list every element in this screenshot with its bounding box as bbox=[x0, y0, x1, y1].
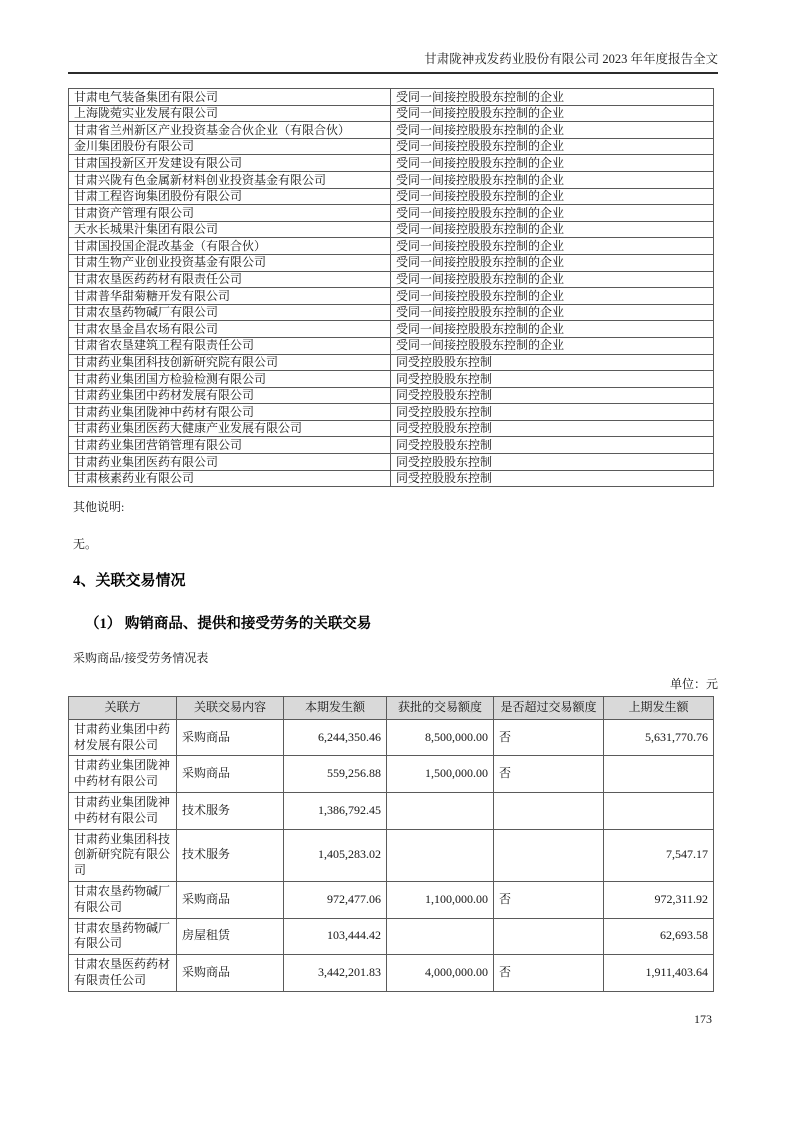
subsection-1-title: （1） 购销商品、提供和接受劳务的关联交易 bbox=[85, 616, 372, 633]
table-row bbox=[69, 387, 714, 404]
table-cell: 受同一间接控股股东控制的企业 bbox=[391, 221, 714, 238]
table-cell: 甘肃药业集团医药大健康产业发展有限公司 bbox=[69, 420, 391, 437]
table-cell: 否 bbox=[494, 955, 604, 992]
related-parties-table bbox=[68, 88, 714, 487]
table-row bbox=[69, 238, 714, 255]
table-cell: 1,100,000.00 bbox=[387, 881, 494, 918]
table-cell bbox=[387, 829, 494, 881]
column-header-cell: 本期发生额 bbox=[284, 697, 387, 720]
table-cell: 受同一间接控股股东控制的企业 bbox=[391, 122, 714, 139]
table-cell: 甘肃省农垦建筑工程有限责任公司 bbox=[69, 337, 391, 354]
purchase-table-caption: 采购商品/接受劳务情况表 bbox=[73, 651, 209, 666]
table-row bbox=[69, 337, 714, 354]
table-cell: 3,442,201.83 bbox=[284, 955, 387, 992]
table-cell: 甘肃药业集团科技创新研究院有限公司 bbox=[69, 354, 391, 371]
table-cell: 金川集团股份有限公司 bbox=[69, 138, 391, 155]
table-cell: 甘肃国投新区开发建设有限公司 bbox=[69, 155, 391, 172]
table-cell: 受同一间接控股股东控制的企业 bbox=[391, 138, 714, 155]
table-row bbox=[69, 205, 714, 222]
table-cell: 受同一间接控股股东控制的企业 bbox=[391, 89, 714, 106]
table-cell: 甘肃农垦医药药材有限责任公司 bbox=[69, 955, 177, 992]
table-cell: 甘肃药业集团科技创新研究院有限公司 bbox=[69, 829, 177, 881]
page-content bbox=[68, 0, 718, 1027]
unit-label: 单位：元 bbox=[669, 677, 718, 692]
table-row bbox=[69, 420, 714, 437]
table-cell: 62,693.58 bbox=[604, 918, 714, 955]
purchase-table-head bbox=[69, 697, 714, 720]
table-cell bbox=[387, 792, 494, 829]
table-cell: 1,911,403.64 bbox=[604, 955, 714, 992]
table-cell: 受同一间接控股股东控制的企业 bbox=[391, 271, 714, 288]
table-cell: 甘肃农垦医药药材有限责任公司 bbox=[69, 271, 391, 288]
table-cell: 甘肃省兰州新区产业投资基金合伙企业（有限合伙） bbox=[69, 122, 391, 139]
table-row bbox=[69, 918, 714, 955]
table-row bbox=[69, 437, 714, 454]
table-row bbox=[69, 955, 714, 992]
table-cell: 甘肃电气装备集团有限公司 bbox=[69, 89, 391, 106]
related-parties-table-body bbox=[69, 89, 714, 487]
other-notes-value: 无。 bbox=[73, 537, 98, 552]
table-cell: 1,405,283.02 bbox=[284, 829, 387, 881]
table-cell: 103,444.42 bbox=[284, 918, 387, 955]
table-cell: 972,477.06 bbox=[284, 881, 387, 918]
table-cell bbox=[494, 829, 604, 881]
purchase-table-header-row bbox=[69, 697, 714, 720]
table-row bbox=[69, 354, 714, 371]
table-cell: 甘肃药业集团国方检验检测有限公司 bbox=[69, 371, 391, 388]
document-header bbox=[68, 0, 718, 67]
table-cell: 受同一间接控股股东控制的企业 bbox=[391, 288, 714, 305]
document-title: 甘肃陇神戎发药业股份有限公司 2023 年年度报告全文 bbox=[424, 52, 718, 66]
table-cell: 甘肃国投国企混改基金（有限合伙） bbox=[69, 238, 391, 255]
table-cell: 1,386,792.45 bbox=[284, 792, 387, 829]
table-cell: 甘肃农垦金昌农场有限公司 bbox=[69, 321, 391, 338]
table-row bbox=[69, 221, 714, 238]
table-cell: 甘肃生物产业创业投资基金有限公司 bbox=[69, 254, 391, 271]
table-cell: 受同一间接控股股东控制的企业 bbox=[391, 171, 714, 188]
table-cell: 甘肃药业集团陇神中药材有限公司 bbox=[69, 792, 177, 829]
table-row bbox=[69, 171, 714, 188]
table-cell: 同受控股股东控制 bbox=[391, 354, 714, 371]
table-cell: 甘肃农垦药物碱厂有限公司 bbox=[69, 918, 177, 955]
column-header-cell: 是否超过交易额度 bbox=[494, 697, 604, 720]
table-row bbox=[69, 881, 714, 918]
table-cell: 甘肃普华甜菊糖开发有限公司 bbox=[69, 288, 391, 305]
table-cell: 6,244,350.46 bbox=[284, 719, 387, 756]
table-cell: 甘肃药业集团医药有限公司 bbox=[69, 454, 391, 471]
table-cell: 否 bbox=[494, 756, 604, 793]
column-header-cell: 上期发生额 bbox=[604, 697, 714, 720]
table-cell: 5,631,770.76 bbox=[604, 719, 714, 756]
table-cell: 受同一间接控股股东控制的企业 bbox=[391, 254, 714, 271]
table-cell: 同受控股股东控制 bbox=[391, 437, 714, 454]
table-cell: 同受控股股东控制 bbox=[391, 470, 714, 487]
table-cell: 受同一间接控股股东控制的企业 bbox=[391, 105, 714, 122]
table-row bbox=[69, 288, 714, 305]
table-cell: 技术服务 bbox=[177, 829, 284, 881]
table-cell: 559,256.88 bbox=[284, 756, 387, 793]
column-header-cell: 获批的交易额度 bbox=[387, 697, 494, 720]
table-cell: 受同一间接控股股东控制的企业 bbox=[391, 238, 714, 255]
table-cell: 否 bbox=[494, 881, 604, 918]
column-header-cell: 关联方 bbox=[69, 697, 177, 720]
table-cell: 甘肃工程咨询集团股份有限公司 bbox=[69, 188, 391, 205]
table-cell: 受同一间接控股股东控制的企业 bbox=[391, 155, 714, 172]
table-row bbox=[69, 321, 714, 338]
table-cell bbox=[494, 792, 604, 829]
table-cell bbox=[494, 918, 604, 955]
table-row bbox=[69, 404, 714, 421]
table-cell: 天水长城果汁集团有限公司 bbox=[69, 221, 391, 238]
purchase-transactions-table bbox=[68, 696, 714, 991]
table-row bbox=[69, 105, 714, 122]
table-cell: 受同一间接控股股东控制的企业 bbox=[391, 304, 714, 321]
table-row bbox=[69, 719, 714, 756]
purchase-table-body bbox=[69, 719, 714, 991]
table-cell bbox=[604, 756, 714, 793]
table-cell: 972,311.92 bbox=[604, 881, 714, 918]
table-row bbox=[69, 829, 714, 881]
table-row bbox=[69, 138, 714, 155]
table-cell: 甘肃兴陇有色金属新材料创业投资基金有限公司 bbox=[69, 171, 391, 188]
table-cell: 7,547.17 bbox=[604, 829, 714, 881]
table-cell: 采购商品 bbox=[177, 881, 284, 918]
table-cell bbox=[604, 792, 714, 829]
table-cell: 甘肃农垦药物碱厂有限公司 bbox=[69, 881, 177, 918]
table-cell: 技术服务 bbox=[177, 792, 284, 829]
table-row bbox=[69, 188, 714, 205]
table-row bbox=[69, 155, 714, 172]
table-cell: 甘肃药业集团陇神中药材有限公司 bbox=[69, 756, 177, 793]
table-cell: 采购商品 bbox=[177, 955, 284, 992]
column-header-cell: 关联交易内容 bbox=[177, 697, 284, 720]
other-notes-label: 其他说明: bbox=[73, 500, 125, 515]
table-cell: 同受控股股东控制 bbox=[391, 387, 714, 404]
table-row bbox=[69, 89, 714, 106]
table-row bbox=[69, 470, 714, 487]
table-cell: 上海陇菀实业发展有限公司 bbox=[69, 105, 391, 122]
table-cell: 受同一间接控股股东控制的企业 bbox=[391, 337, 714, 354]
table-row bbox=[69, 756, 714, 793]
page-number: 173 bbox=[694, 1011, 712, 1026]
section-4-title: 4、关联交易情况 bbox=[73, 573, 186, 590]
table-cell: 甘肃药业集团营销管理有限公司 bbox=[69, 437, 391, 454]
table-cell: 受同一间接控股股东控制的企业 bbox=[391, 188, 714, 205]
table-row bbox=[69, 371, 714, 388]
table-cell: 采购商品 bbox=[177, 756, 284, 793]
table-cell: 采购商品 bbox=[177, 719, 284, 756]
table-row bbox=[69, 792, 714, 829]
table-cell: 甘肃核素药业有限公司 bbox=[69, 470, 391, 487]
table-cell: 1,500,000.00 bbox=[387, 756, 494, 793]
table-cell: 甘肃药业集团中药材发展有限公司 bbox=[69, 387, 391, 404]
table-cell: 甘肃资产管理有限公司 bbox=[69, 205, 391, 222]
table-cell: 甘肃药业集团中药材发展有限公司 bbox=[69, 719, 177, 756]
table-cell: 否 bbox=[494, 719, 604, 756]
header-rule-divider bbox=[68, 72, 718, 74]
table-row bbox=[69, 454, 714, 471]
table-cell: 同受控股股东控制 bbox=[391, 371, 714, 388]
table-row bbox=[69, 271, 714, 288]
table-row bbox=[69, 254, 714, 271]
table-cell: 同受控股股东控制 bbox=[391, 404, 714, 421]
table-cell: 同受控股股东控制 bbox=[391, 420, 714, 437]
table-cell: 4,000,000.00 bbox=[387, 955, 494, 992]
table-cell: 甘肃药业集团陇神中药材有限公司 bbox=[69, 404, 391, 421]
table-row bbox=[69, 122, 714, 139]
table-cell: 房屋租赁 bbox=[177, 918, 284, 955]
table-cell: 受同一间接控股股东控制的企业 bbox=[391, 321, 714, 338]
table-cell: 同受控股股东控制 bbox=[391, 454, 714, 471]
table-cell bbox=[387, 918, 494, 955]
table-cell: 受同一间接控股股东控制的企业 bbox=[391, 205, 714, 222]
table-cell: 甘肃农垦药物碱厂有限公司 bbox=[69, 304, 391, 321]
table-cell: 8,500,000.00 bbox=[387, 719, 494, 756]
table-row bbox=[69, 304, 714, 321]
